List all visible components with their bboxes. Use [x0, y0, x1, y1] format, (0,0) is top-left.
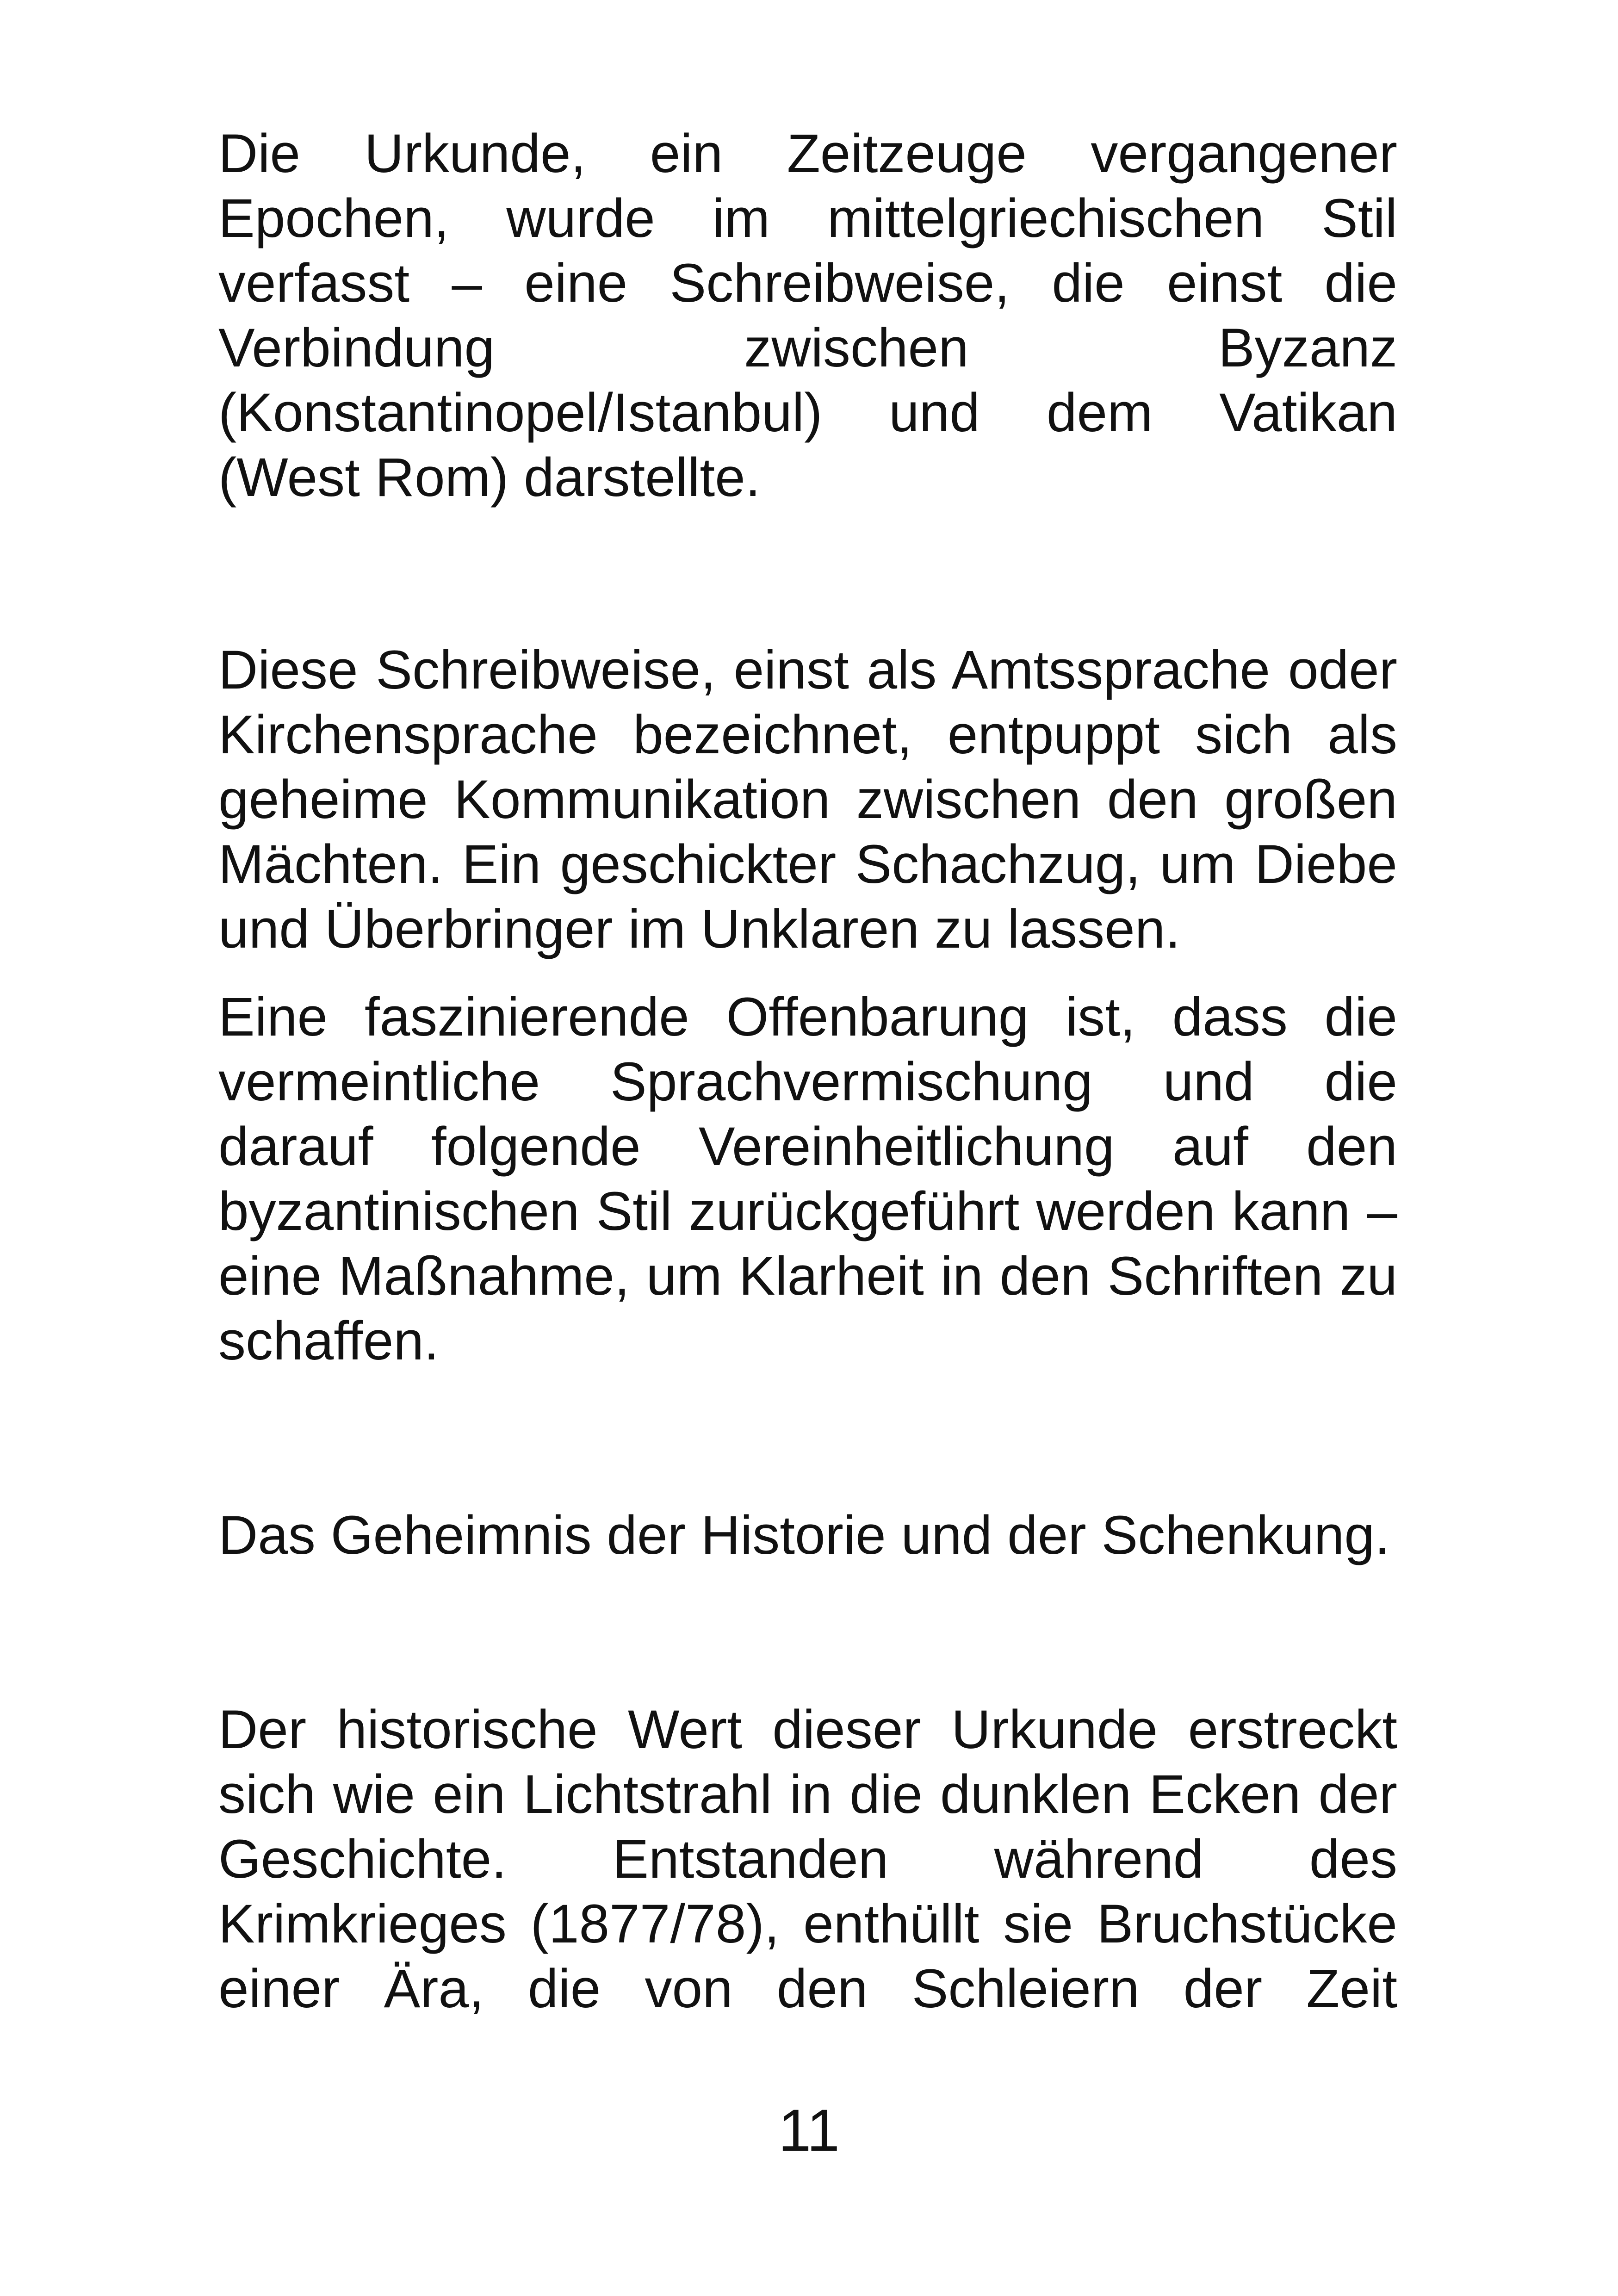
- section-heading: Das Geheimnis der Historie und der Schenkung.: [218, 1505, 1390, 1566]
- paragraph-historischer-wert: Der historische Wert dieser Urkunde erstreckt sich wie ein Lichtstrahl in die dunklen Ecken der Geschichte. Entstanden während des Krimkrieges (1877/78), enthüllt sie Bruchstücke einer Ära, die von den Schleiern der Zeit: [218, 1699, 1397, 2019]
- paragraph-offenbarung: Eine faszinierende Offenbarung ist, dass die vermeintliche Sprachvermischung und die darauf folgende Vereinheitlichung auf den byzantinischen Stil zurückgeführt werden kann – eine Maßnahme, um Klarheit in den Schriften zu schaffen.: [218, 987, 1397, 1371]
- paragraph-urkunde-stil: Die Urkunde, ein Zeitzeuge vergangener Epochen, wurde im mittelgriechischen Stil verfasst – eine Schreibweise, die einst die Verbindung zwischen Byzanz (Konstantinopel/Istanbul) und dem Vatikan (West Rom) darstellte.: [218, 123, 1397, 508]
- page-number: 11: [778, 2097, 840, 2164]
- paragraph-schreibweise: Diese Schreibweise, einst als Amtssprache oder Kirchensprache bezeichnet, entpuppt sich als geheime Kommunikation zwischen den großen Mächten. Ein geschickter Schachzug, um Diebe und Überbringer im Unklaren zu lassen.: [218, 639, 1397, 960]
